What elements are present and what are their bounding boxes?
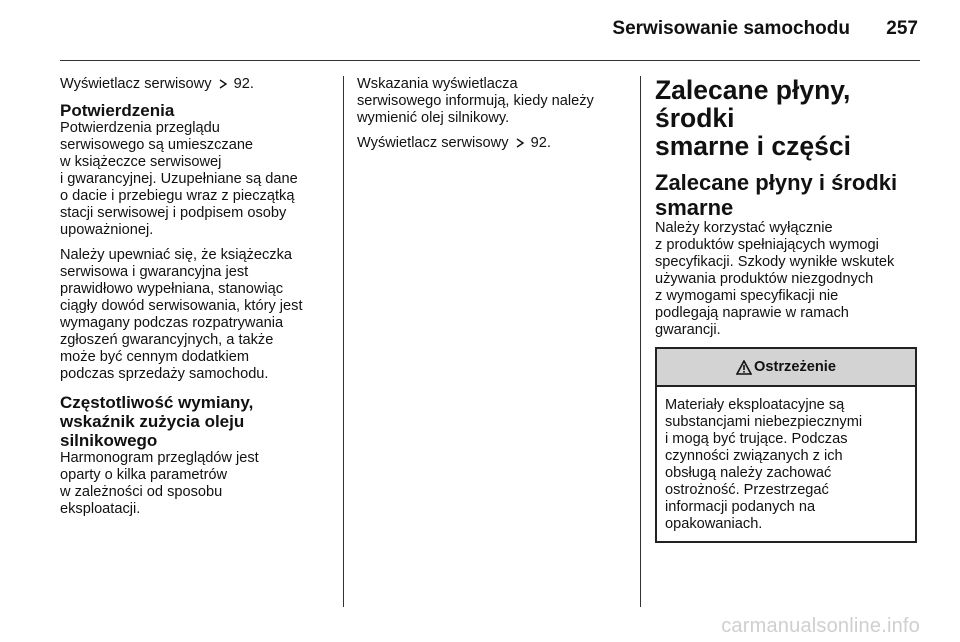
watermark: carmanualsonline.info — [721, 615, 920, 637]
warning-box — [655, 347, 917, 543]
section-heading-recommended-fluids: Zalecane płyny i środki smarne — [655, 170, 898, 220]
paragraph: Należy korzystać wyłącznie z produktów spełniających wymogi specyfikacji. Szkody wynikłe wskutek używania produktów niezgodnych z wymogami specyfikacji nie podlegają naprawie w ramach gwarancji. — [655, 220, 895, 338]
warning-triangle-icon — [736, 360, 752, 375]
header-divider — [60, 60, 920, 61]
chapter-heading: Zalecane płyny, środki smarne i części — [655, 75, 851, 161]
column-divider-1 — [343, 76, 344, 607]
paragraph: Wskazania wyświetlacza serwisowego informują, kiedy należy wymienić olej silnikowy. — [357, 76, 594, 126]
column-2 — [357, 76, 629, 160]
cross-reference-text: Wyświetlacz serwisowy — [357, 135, 509, 151]
cross-reference-page: 92. — [233, 76, 254, 92]
page-reference-arrow-icon — [218, 79, 228, 89]
cross-reference — [60, 76, 332, 93]
paragraph: Należy upewniać się, że książeczka serwisowa i gwarancyjna jest prawidłowo wypełniana, stanowiąc ciągły dowód serwisowania, który jest wymagany podczas rozpatrywania zgłoszeń gwarancyjnych, a także może być cennym dodatkiem podczas sprzedaży samochodu. — [60, 247, 303, 382]
page-reference-arrow-icon — [515, 138, 525, 148]
column-1 — [60, 76, 332, 526]
page-number: 257 — [886, 18, 918, 39]
column-3 — [655, 76, 920, 543]
paragraph: Harmonogram przeglądów jest oparty o kilka parametrów w zależności od sposobu eksploatacji. — [60, 450, 259, 517]
warning-header — [657, 349, 915, 387]
cross-reference-text: Wyświetlacz serwisowy — [60, 76, 212, 92]
section-heading-oil-change-frequency: Częstotliwość wymiany, wskaźnik zużycia oleju silnikowego — [60, 393, 254, 450]
warning-body: Materiały eksploatacyjne są substancjami niebezpiecznymi i mogą być trujące. Podczas czynności związanych z ich obsługą należy zachować ostrożność. Przestrzegać informacji podanych na opakowaniach. — [665, 397, 863, 532]
header-title: Serwisowanie samochodu — [612, 18, 850, 39]
cross-reference — [357, 135, 629, 152]
column-divider-2 — [640, 76, 641, 607]
cross-reference-page: 92. — [530, 135, 551, 151]
section-heading-confirmations: Potwierdzenia — [60, 101, 175, 120]
paragraph: Potwierdzenia przeglądu serwisowego są umieszczane w książeczce serwisowej i gwarancyjnej. Uzupełniane są dane o dacie i przebiegu wraz z pieczątką stacji serwisowej i podpisem osoby upoważnionej. — [60, 120, 298, 238]
warning-title: Ostrzeżenie — [754, 358, 836, 375]
